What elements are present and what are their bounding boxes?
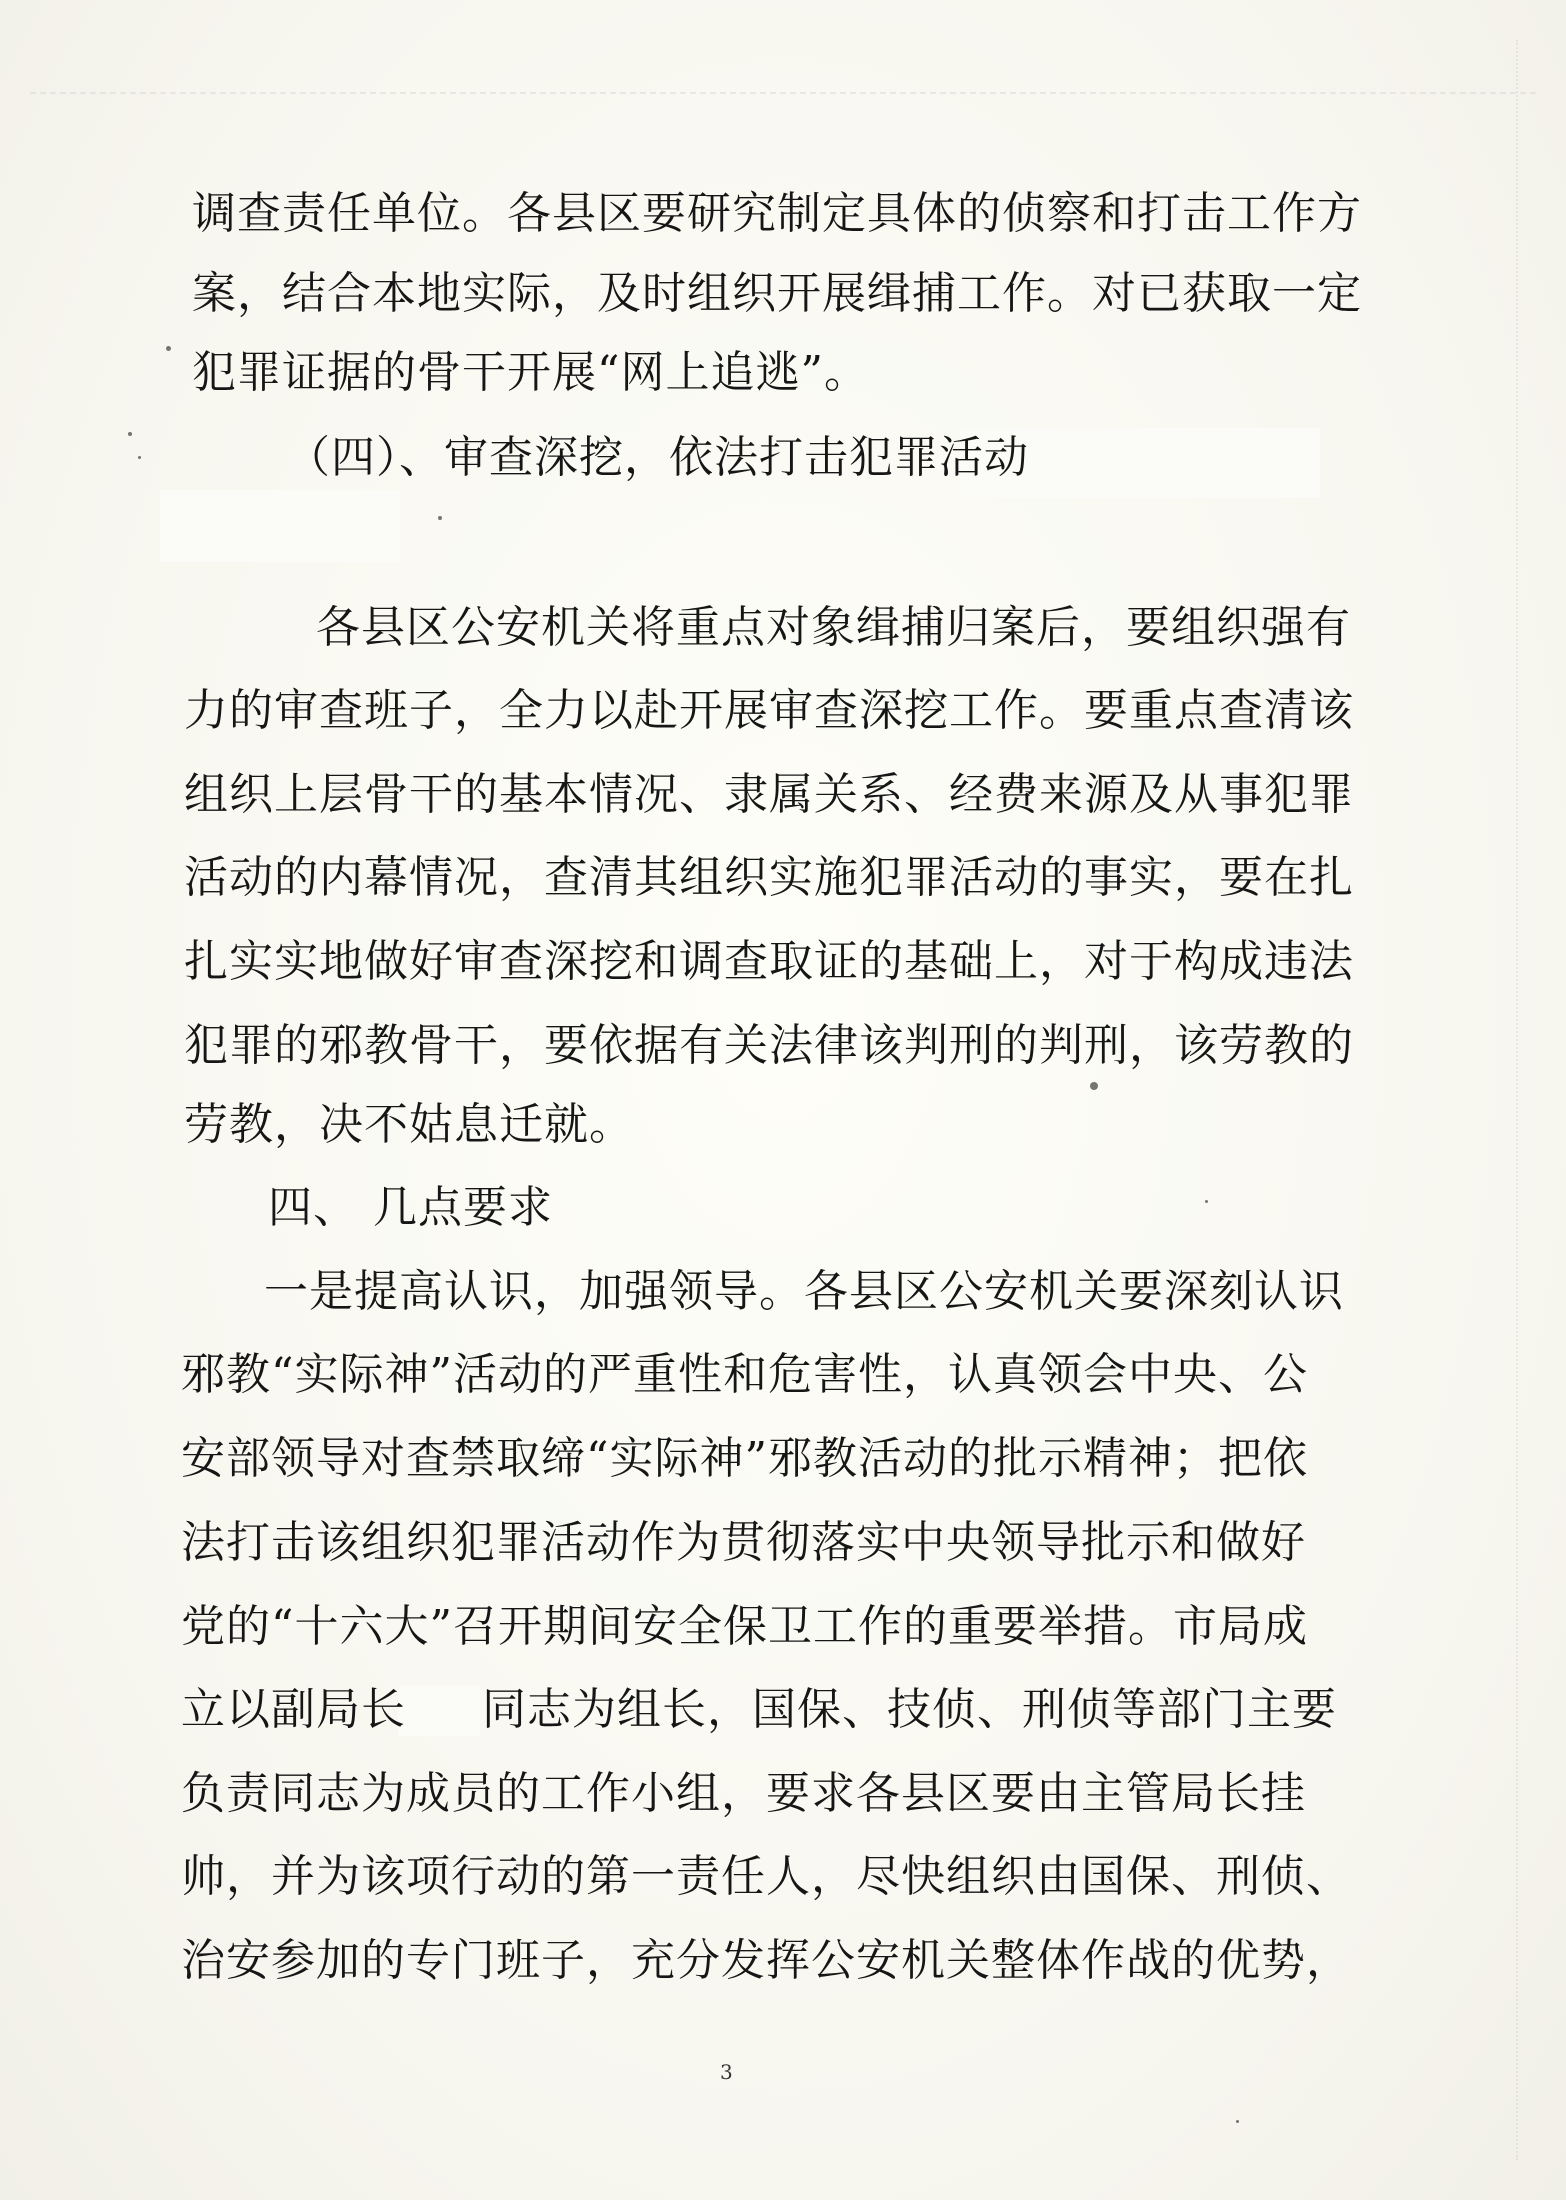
scan-speck xyxy=(1236,2120,1239,2123)
body-text-line: 帅，并为该项行动的第一责任人，尽快组织由国保、刑侦、 xyxy=(181,1851,1351,1902)
scan-edge-noise-top xyxy=(30,92,1536,104)
body-text-line: 案，结合本地实际，及时组织开展缉捕工作。对已获取一定 xyxy=(192,268,1362,319)
scan-speck xyxy=(438,516,442,520)
page-number: 3 xyxy=(720,2060,733,2084)
body-text-line: 调查责任单位。各县区要研究制定具体的侦察和打击工作方 xyxy=(192,188,1362,239)
body-text-line: 劳教，决不姑息迁就。 xyxy=(184,1099,634,1150)
scan-speck xyxy=(1090,1082,1098,1090)
body-text-line: 一是提高认识，加强领导。各县区公安机关要深刻认识 xyxy=(264,1266,1344,1317)
scan-speck xyxy=(138,456,141,459)
body-text-line: 治安参加的专门班子，充分发挥公安机关整体作战的优势， xyxy=(181,1935,1351,1986)
body-text-line: 扎实实地做好审查深挖和调查取证的基础上，对于构成违法 xyxy=(184,936,1354,987)
body-text-line: 党的“十六大”召开期间安全保卫工作的重要举措。市局成 xyxy=(181,1601,1308,1652)
body-text-line: 负责同志为成员的工作小组，要求各县区要由主管局长挂 xyxy=(181,1768,1306,1819)
body-text-line: 安部领导对查禁取缔“实际神”邪教活动的批示精神；把依 xyxy=(181,1433,1308,1484)
redaction-box xyxy=(160,490,400,562)
body-text-line: 法打击该组织犯罪活动作为贯彻落实中央领导批示和做好 xyxy=(181,1517,1306,1568)
scan-speck xyxy=(128,432,132,436)
body-text-line: 犯罪的邪教骨干，要依据有关法律该判刑的判刑，该劳教的 xyxy=(184,1020,1354,1071)
scan-speck xyxy=(1205,1200,1208,1203)
body-text-line: 活动的内幕情况，查清其组织实施犯罪活动的事实，要在扎 xyxy=(184,852,1354,903)
redaction-box xyxy=(398,1686,480,1736)
body-text-line: 组织上层骨干的基本情况、隶属关系、经费来源及从事犯罪 xyxy=(184,769,1354,820)
body-text-line: 力的审查班子，全力以赴开展审查深挖工作。要重点查清该 xyxy=(184,685,1354,736)
body-text-line: 邪教“实际神”活动的严重性和危害性，认真领会中央、公 xyxy=(181,1349,1308,1400)
body-text-line: 各县区公安机关将重点对象缉捕归案后，要组织强有 xyxy=(316,602,1351,653)
scan-edge-noise-right xyxy=(1516,40,1526,2160)
section-heading: （四）、审查深挖，依法打击犯罪活动 xyxy=(286,432,1029,483)
body-text-line: 犯罪证据的骨干开展“网上追逃”。 xyxy=(192,347,869,398)
body-text-line: 同志为组长，国保、技侦、刑侦等部门主要 xyxy=(482,1684,1337,1735)
section-heading: 四、 几点要求 xyxy=(268,1182,553,1233)
body-text-line: 立以副局长 xyxy=(181,1684,406,1735)
scan-speck xyxy=(166,346,171,351)
